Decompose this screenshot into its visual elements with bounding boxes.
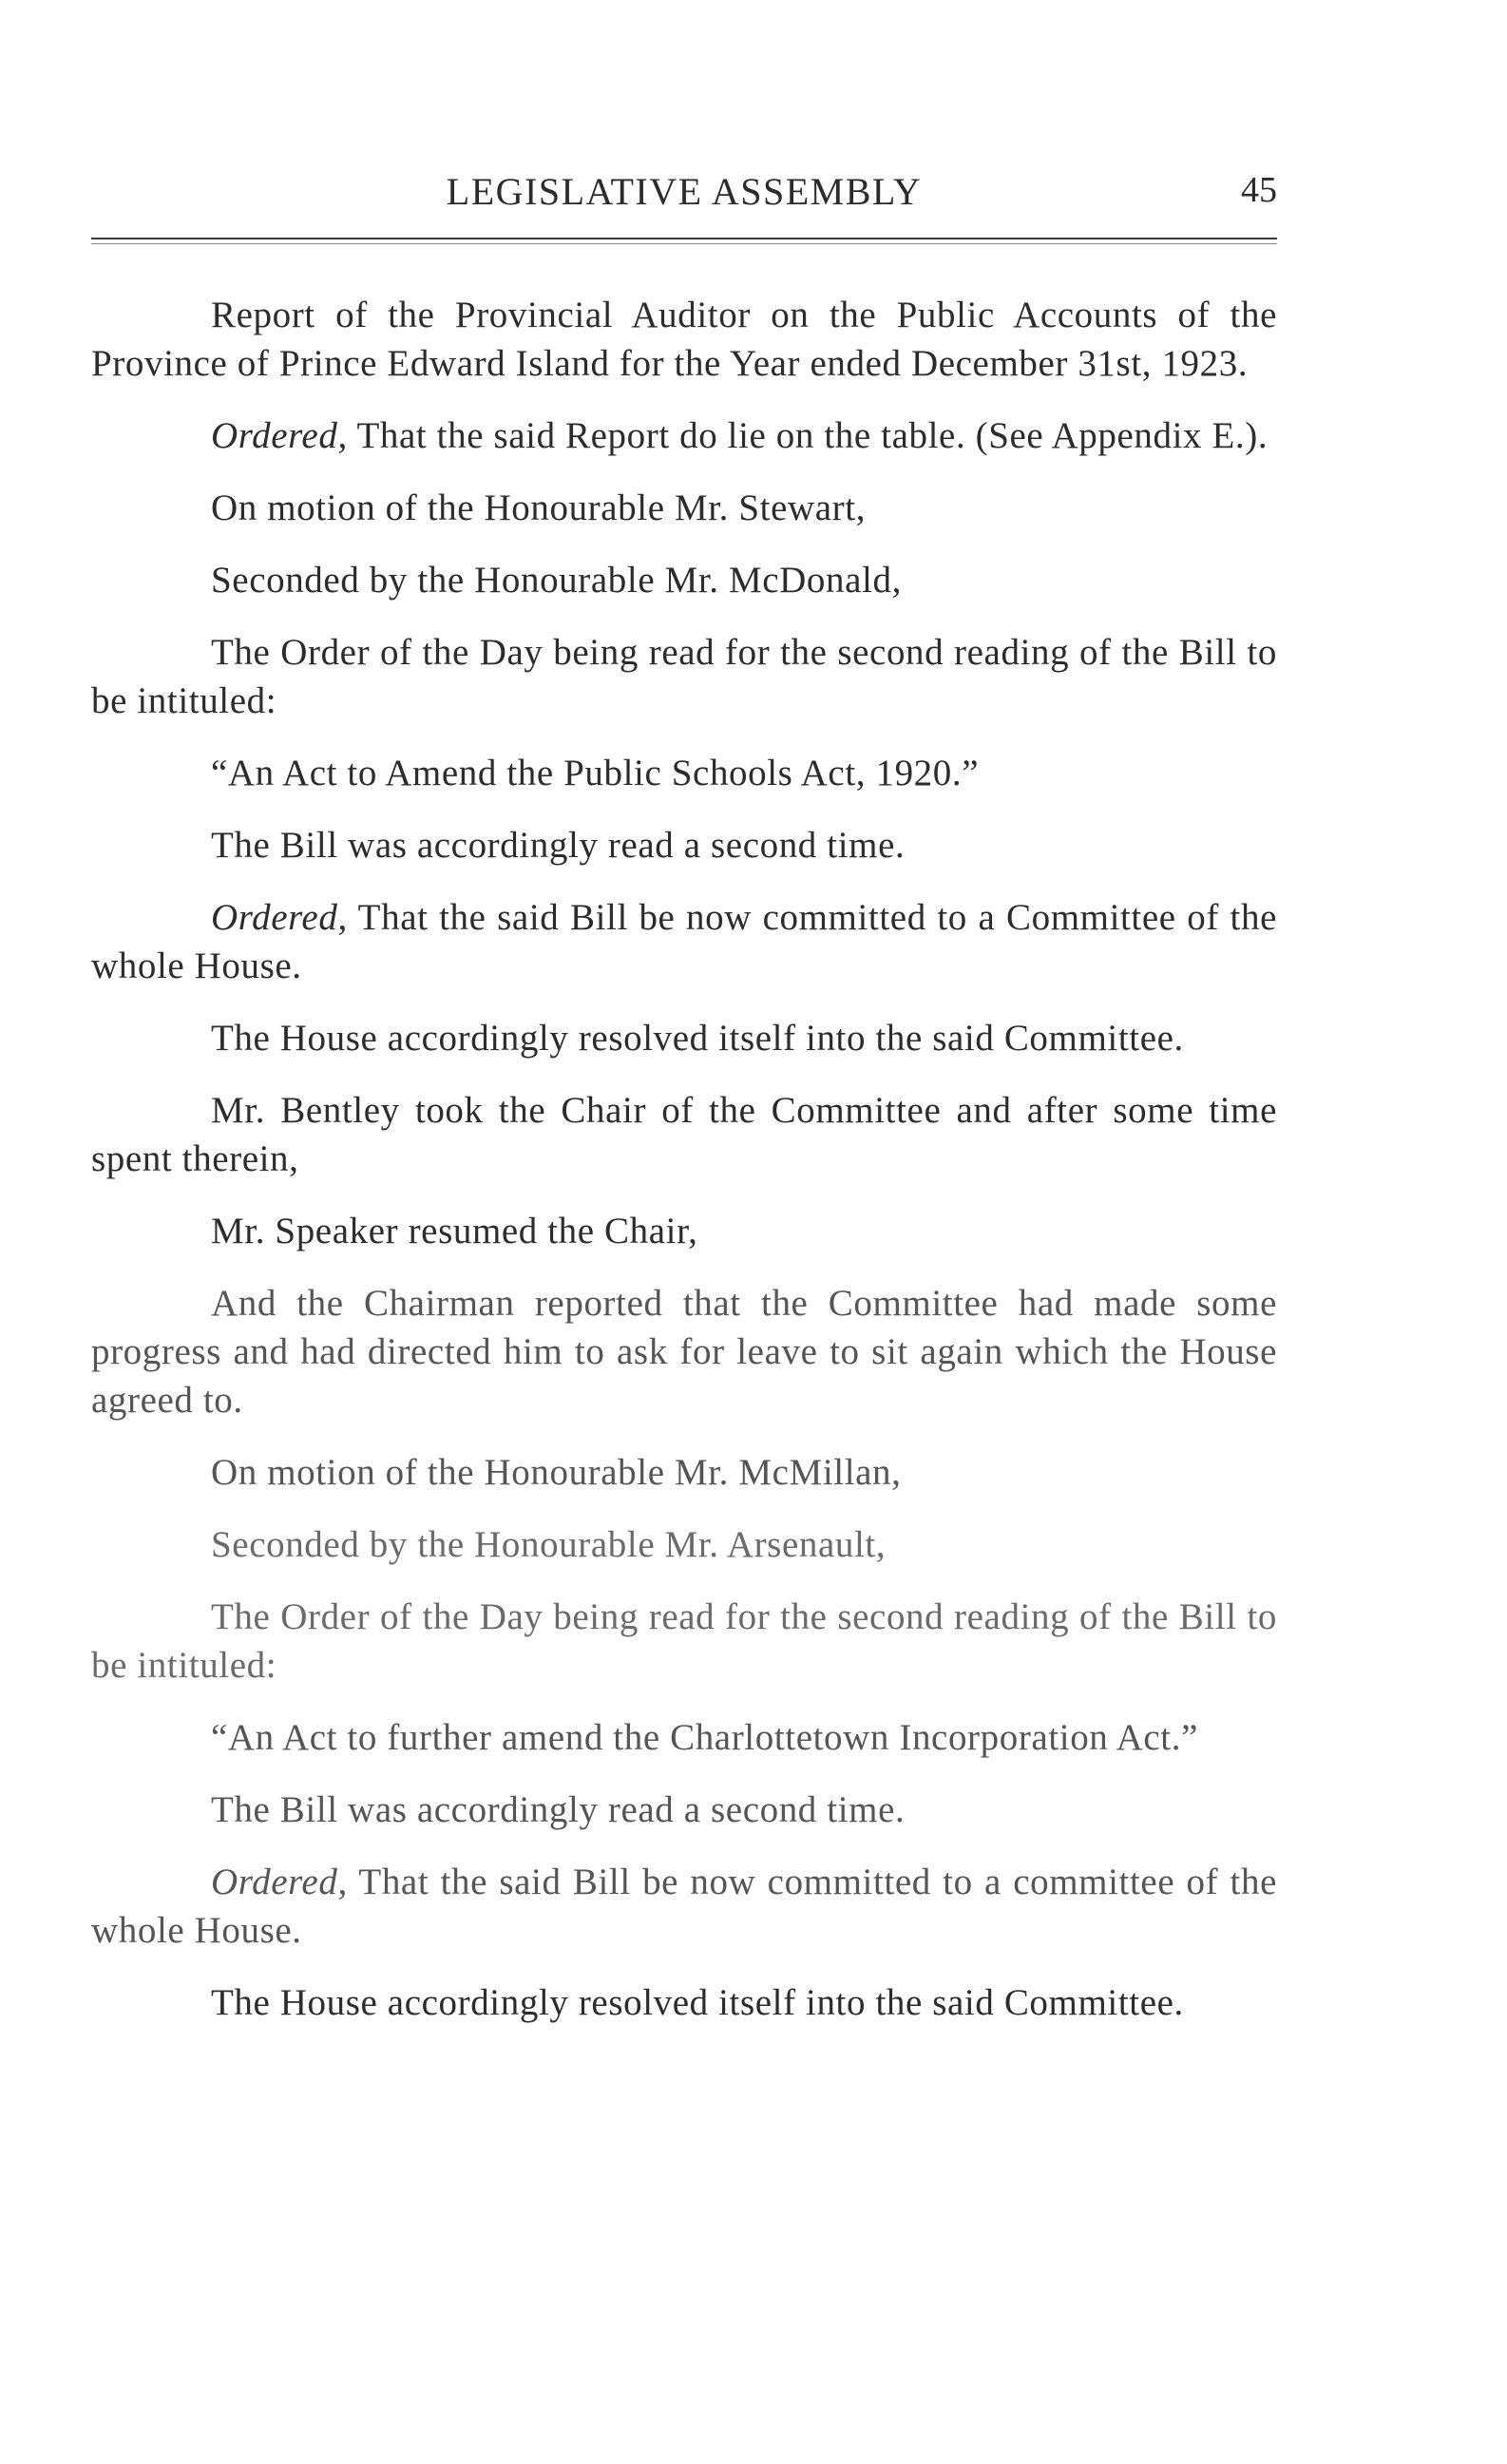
paragraph-bentley-chair: Mr. Bentley took the Chair of the Committee and after some time spent therein, (91, 1090, 1277, 1179)
paragraph-order-of-day-2: The Order of the Day being read for the second reading of the Bill to be intituled: (91, 1596, 1277, 1686)
paragraph-motion-stewart: On motion of the Honourable Mr. Stewart, (211, 487, 867, 528)
paragraph-ordered-committed-1: Ordered, That the said Bill be now committed to a Committee of the whole House. (91, 897, 1277, 986)
paragraph-ordered-committed-2: Ordered, That the said Bill be now committed to a committee of the whole House. (91, 1862, 1277, 1951)
paragraph-second-reading-2: The Bill was accordingly read a second time. (211, 1789, 906, 1830)
page-number: 45 (1241, 170, 1277, 210)
paragraph-ordered-report: Ordered, That the said Report do lie on the table. (See Appendix E.). (211, 415, 1269, 456)
page-header (91, 169, 1277, 217)
paragraph-second-reading-1: The Bill was accordingly read a second time. (211, 825, 906, 866)
paragraph-bill-title-charlottetown: “An Act to further amend the Charlottetown Incorporation Act.” (211, 1717, 1198, 1758)
paragraph-bill-title-schools: “An Act to Amend the Public Schools Act, 1920.” (211, 753, 980, 793)
paragraph-order-of-day-1: The Order of the Day being read for the second reading of the Bill to be intituled: (91, 632, 1277, 721)
paragraph-seconded-arsenault: Seconded by the Honourable Mr. Arsenault, (211, 1524, 887, 1565)
paragraph-motion-mcmillan: On motion of the Honourable Mr. McMillan, (211, 1452, 902, 1493)
paragraph-chairman-reported: And the Chairman reported that the Committee had made some progress and had directed him to ask for leave to sit again which the House agreed to. (91, 1283, 1277, 1421)
paragraph-house-resolved-2: The House accordingly resolved itself into the said Committee. (211, 1982, 1184, 2023)
paragraph-house-resolved-1: The House accordingly resolved itself into the said Committee. (211, 1018, 1184, 1059)
paragraph-speaker-resumed: Mr. Speaker resumed the Chair, (211, 1211, 698, 1251)
body-text (91, 291, 1277, 2051)
paragraph-seconded-mcdonald: Seconded by the Honourable Mr. McDonald, (211, 560, 902, 601)
running-title: LEGISLATIVE ASSEMBLY (446, 170, 923, 213)
header-rule-thin (91, 243, 1277, 244)
header-rule (91, 238, 1277, 239)
paragraph-auditor-report: Report of the Provincial Auditor on the Public Accounts of the Province of Prince Edward Island for the Year ended December 31st, 1923. (91, 295, 1277, 384)
